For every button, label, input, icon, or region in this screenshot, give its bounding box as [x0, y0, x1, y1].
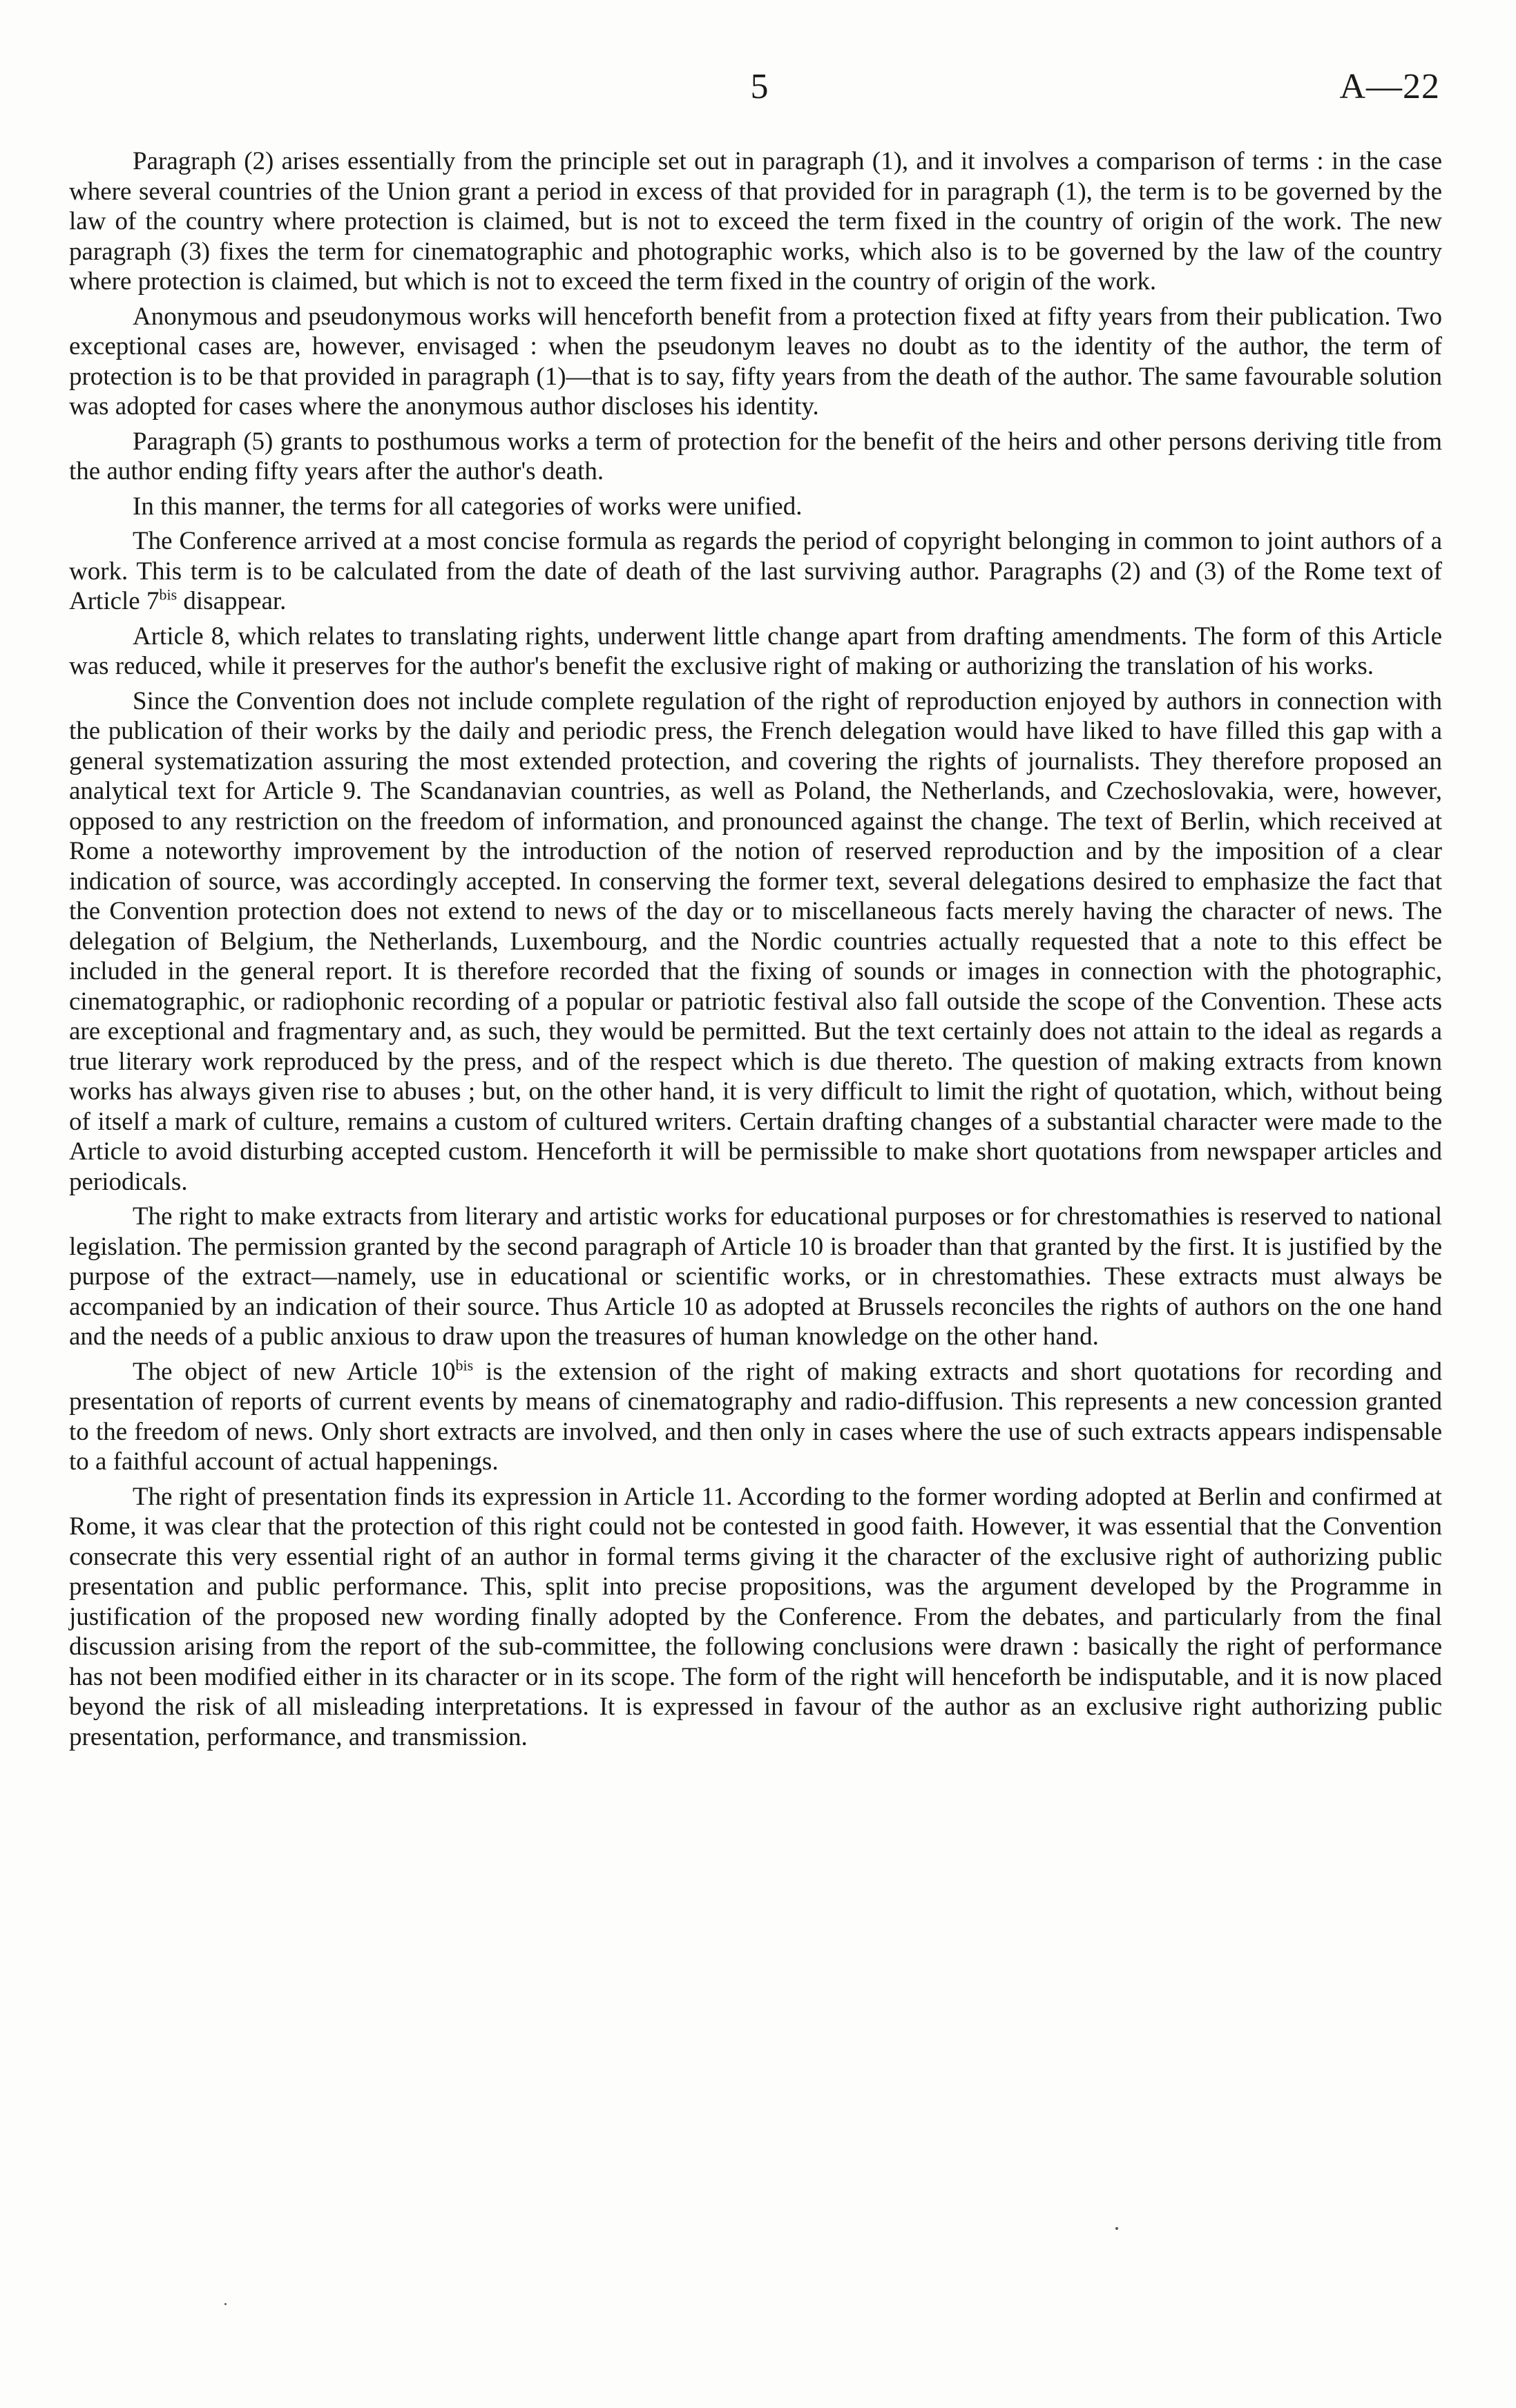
paragraph-text: disappear. — [177, 587, 287, 615]
paragraph-text: is the extension of the right of making extracts and short quotations for recording and presentation of reports of current events by means of cinematography and radio-diffusion. This represents a new concession granted to the freedom of news. Only short extracts are involved, and then only in cases where the use of such extracts appears indispensable to a faithful account of actual happenings. — [69, 1357, 1442, 1476]
paragraph: The right to make extracts from literary and artistic works for educational purposes or for chrestomathies is reserved to national legislation. The permission granted by the second paragraph of Article 10 is broader than that granted by the first. It is justified by the purpose of the extract—namely, use in educational or scientific works, or in chrestomathies. These extracts must always be accompanied by an indication of their source. Thus Article 10 as adopted at Brussels reconciles the rights of authors on the one hand and the needs of a public anxious to draw upon the treasures of human knowledge on the other hand. — [69, 1202, 1442, 1351]
page-number: 5 — [750, 67, 769, 106]
paragraph: The right of presentation finds its expression in Article 11. According to the former wording adopted at Berlin and confirmed at Rome, it was clear that the protection of this right could not be contested in good faith. However, it was essential that the Convention consecrate this very essential right of an author in formal terms giving it the character of the exclusive right of authorizing public presentation and public performance. This, split into precise propositions, was the argument developed by the Programme in justification of the proposed new wording finally adopted by the Conference. From the debates, and particularly from the final discussion arising from the report of the sub-committee, the following conclusions were drawn : basically the right of performance has not been modified either in its character or in its scope. The form of the right will henceforth be indisputable, and it is now placed beyond the risk of all misleading interpretations. It is expressed in favour of the author as an exclusive right authorizing public presentation, performance, and transmission. — [69, 1482, 1442, 1751]
document-reference: A—22 — [1339, 67, 1440, 106]
paragraph: Paragraph (5) grants to posthumous works a term of protection for the benefit of the heirs and other persons deriving title from the author ending fifty years after the author's death. — [69, 427, 1442, 485]
body-text — [69, 146, 1442, 1752]
scan-speck — [1115, 2227, 1118, 2230]
scan-speck — [224, 2303, 227, 2305]
superscript: bis — [455, 1356, 474, 1374]
paragraph: Anonymous and pseudonymous works will henceforth benefit from a protection fixed at fifty years from their publication. Two exceptional cases are, however, envisaged : when the pseudonym leaves no doubt as to the identity of the author, the term of protection is to be that provided in paragraph (1)—that is to say, fifty years from the death of the author. The same favourable solution was adopted for cases where the anonymous author discloses his identity. — [69, 302, 1442, 421]
paragraph — [69, 526, 1442, 617]
paragraph — [69, 1357, 1442, 1477]
paragraph: In this manner, the terms for all categories of works were unified. — [133, 492, 803, 521]
paragraph: Paragraph (2) arises essentially from the principle set out in paragraph (1), and it involves a comparison of terms : in the case where several countries of the Union grant a period in excess of that provided for in paragraph (1), the term is to be governed by the law of the country where protection is claimed, but is not to exceed the term fixed in the country of origin of the work. The new paragraph (3) fixes the term for cinematographic and photographic works, which also is to be governed by the law of the country where protection is claimed, but which is not to exceed the term fixed in the country of origin of the work. — [69, 147, 1442, 296]
paragraph-text: The object of new Article 10 — [133, 1357, 456, 1386]
paragraph-text: The Conference arrived at a most concise formula as regards the period of copyright belonging in common to joint authors of a work. This term is to be calculated from the date of death of the last surviving author. Paragraphs (2) and (3) of the Rome text of Article 7 — [69, 527, 1442, 615]
paragraph: Since the Convention does not include complete regulation of the right of reproduction enjoyed by authors in connection with the publication of their works by the daily and periodic press, the French delegation would have liked to have filled this gap with a general systematization assuring the most extended protection, and covering the rights of journalists. They therefore proposed an analytical text for Article 9. The Scandanavian countries, as well as Poland, the Netherlands, and Czechoslovakia, were, however, opposed to any restriction on the freedom of information, and pronounced against the change. The text of Berlin, which received at Rome a noteworthy improvement by the introduction of the notion of reserved reproduction and by the imposition of a clear indication of source, was accordingly accepted. In conserving the former text, several delegations desired to emphasize the fact that the Convention protection does not extend to news of the day or to miscellaneous facts merely having the character of news. The delegation of Belgium, the Netherlands, Luxembourg, and the Nordic countries actually requested that a note to this effect be included in the general report. It is therefore recorded that the fixing of sounds or images in connection with the photographic, cinematographic, or radiophonic recording of a popular or patriotic festival also fall outside the scope of the Convention. These acts are exceptional and fragmentary and, as such, they would be permitted. But the text certainly does not attain to the ideal as regards a true literary work reproduced by the press, and of the respect which is due thereto. The question of making extracts from known works has always given rise to abuses ; but, on the other hand, it is very difficult to limit the right of quotation, which, without being of itself a mark of culture, remains a custom of cultured writers. Certain drafting changes of a substantial character were made to the Article to avoid disturbing accepted custom. Henceforth it will be permissible to make short quotations from newspaper articles and periodicals. — [69, 686, 1442, 1196]
paragraph: Article 8, which relates to translating rights, underwent little change apart from drafting amendments. The form of this Article was reduced, while it preserves for the author's benefit the exclusive right of making or authorizing the translation of his works. — [69, 622, 1442, 680]
superscript: bis — [159, 586, 177, 604]
